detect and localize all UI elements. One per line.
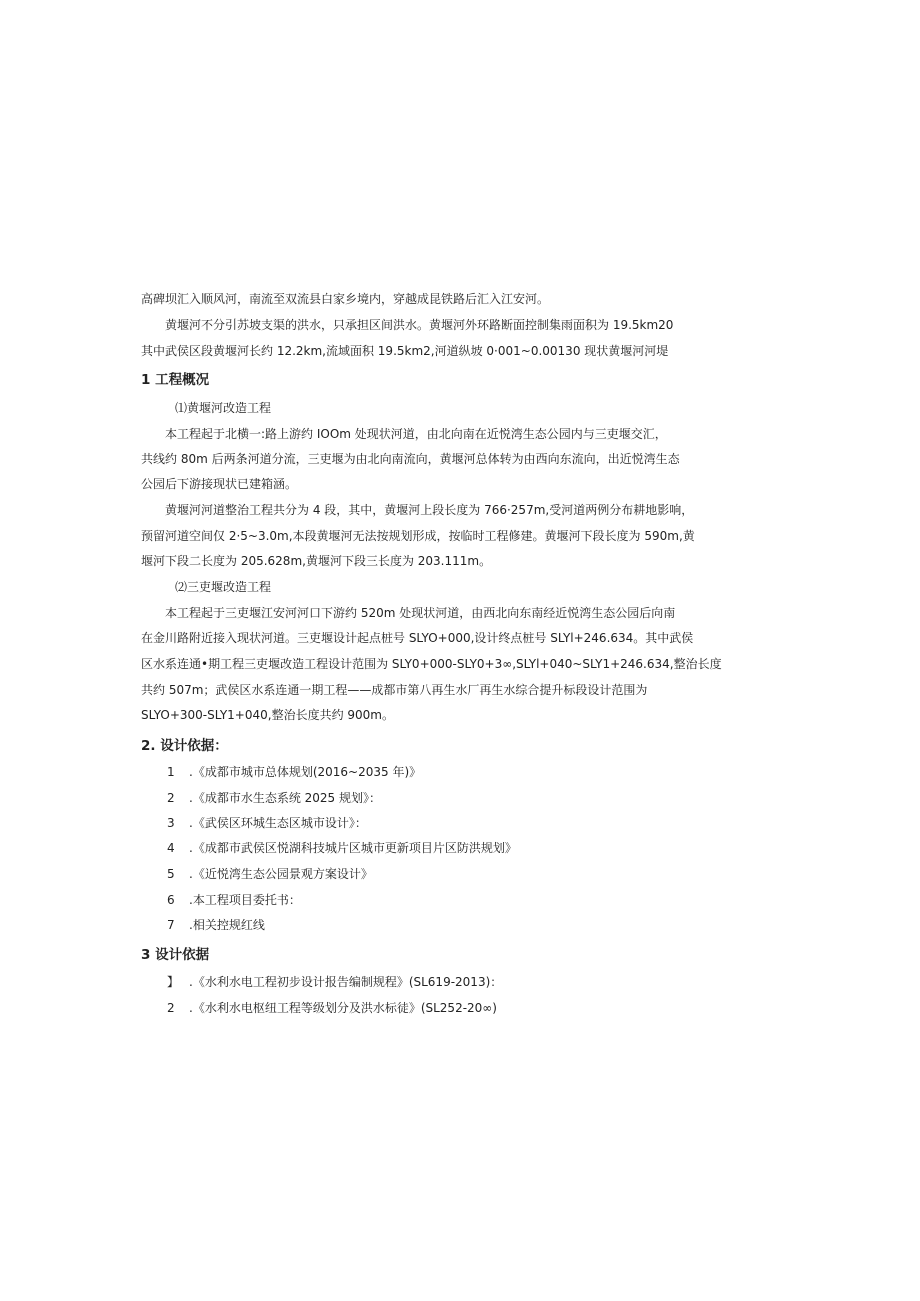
list-item-text: .《武侯区环城生态区城市设计》：	[189, 816, 367, 830]
paragraph-3-line: 区水系连通•期工程三吏堰改造工程设计范围为 SLY0+000-SLY0+3∞,SLYl+040~SLY1+246.634,整治长度	[141, 657, 722, 671]
paragraph-2-line: 黄堰河河道整治工程共分为 4 段，其中，黄堰河上段长度为 766·257m,受河道两例分布耕地影响，	[165, 503, 694, 517]
list-item-number: 4	[167, 841, 175, 855]
list-item-number: 6	[167, 893, 175, 907]
list-item-number: 2	[167, 791, 175, 805]
intro-line-3: 其中武侯区段黄堰河长约 12.2km,流域面积 19.5km2,河道纵坡 0·001~0.00130 现状黄堰河河堤	[141, 344, 669, 358]
list-item-text: .《水利水电枢纽工程等级划分及洪水标徒》(SL252-20∞)	[189, 1001, 497, 1015]
list-item-text: .相关控规红线	[189, 918, 265, 932]
section-1-heading: 1 工程概况	[141, 372, 210, 388]
list-item	[167, 974, 807, 990]
list-item-number: 7	[167, 918, 175, 932]
intro-line-1: 高碑坝汇入顺风河，南流至双流县白家乡境内，穿越成昆铁路后汇入江安河。	[141, 292, 550, 306]
paragraph-1-line: 本工程起于北横一:路上游约 IOOm 处现状河道，由北向南在近悦湾生态公园内与三吏堰交汇，	[165, 427, 667, 441]
list-item-number: 5	[167, 867, 175, 881]
list-item-number: 】	[167, 975, 180, 989]
list-item	[167, 866, 807, 882]
paragraph-3-line: 本工程起于三吏堰江安河河口下游约 520m 处现状河道，由西北向东南经近悦湾生态公园后向南	[165, 606, 676, 620]
list-item-number: 1	[167, 765, 175, 779]
list-item	[167, 815, 807, 831]
list-item-text: .《水利水电工程初步设计报告编制规程》(SL619-2013)：	[189, 975, 503, 989]
paragraph-3-line: 在金川路附近接入现状河道。三吏堰设计起点桩号 SLYO+000,设计终点桩号 SLYl+246.634。其中武侯	[141, 631, 694, 645]
list-item-text: .《成都市城市总体规划(2016~2035 年)》	[189, 765, 422, 779]
section-2-heading: 2. 设计依据：	[141, 738, 228, 754]
list-item-number: 3	[167, 816, 175, 830]
paragraph-1-line: 共线约 80m 后两条河道分流，三吏堰为由北向南流向，黄堰河总体转为由西向东流向，出近悦湾生态	[141, 452, 680, 466]
list-item	[167, 790, 807, 806]
paragraph-3-line: SLYO+300-SLY1+040,整治长度共约 900m。	[141, 708, 394, 722]
list-item-text: .《近悦湾生态公园景观方案设计》	[189, 867, 373, 881]
subsection-2-title: ⑵三吏堰改造工程	[175, 580, 272, 594]
list-item	[167, 917, 807, 933]
intro-line-2: 黄堰河不分引苏坡支渠的洪水，只承担区间洪水。黄堰河外环路断面控制集雨面积为 19.5km20	[165, 318, 674, 332]
list-item-number: 2	[167, 1001, 175, 1015]
list-item	[167, 764, 807, 780]
paragraph-2-line: 预留河道空间仅 2·5~3.0m,本段黄堰河无法按规划形成，按临时工程修建。黄堰河下段长度为 590m,黄	[141, 529, 695, 543]
list-item-text: .《成都市武侯区悦湖科技城片区城市更新项目片区防洪规划》	[189, 841, 517, 855]
list-item	[167, 892, 807, 908]
list-item	[167, 1000, 807, 1016]
list-item	[167, 840, 807, 856]
subsection-1-title: ⑴黄堰河改造工程	[175, 401, 272, 415]
paragraph-1-line: 公园后下游接现状已建箱涵。	[141, 477, 298, 491]
list-item-text: .本工程项目委托书：	[189, 893, 301, 907]
paragraph-3-line: 共约 507m；武侯区水系连通一期工程——成都市第八再生水厂再生水综合提升标段设计范围为	[141, 683, 648, 697]
paragraph-2-line: 堰河下段二长度为 205.628m,黄堰河下段三长度为 203.111m。	[141, 554, 492, 568]
list-item-text: .《成都市水生态系统 2025 规划》：	[189, 791, 381, 805]
section-3-heading: 3 设计依据	[141, 947, 210, 963]
